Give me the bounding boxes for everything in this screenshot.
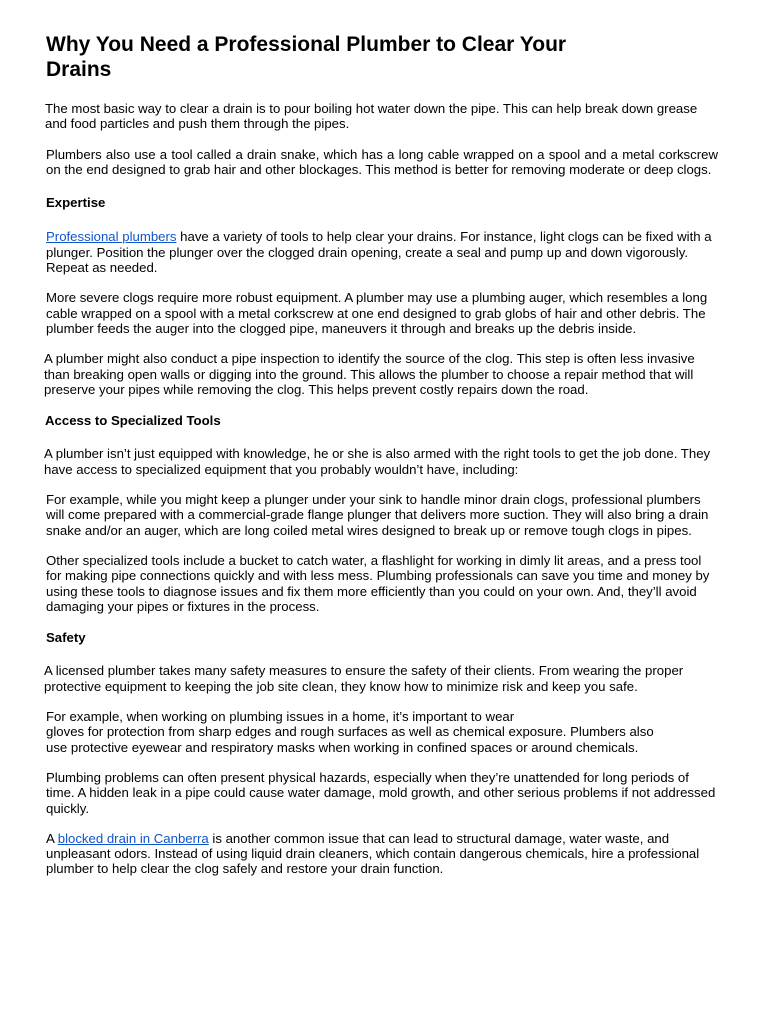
safety-paragraph-2 [46,709,676,755]
expertise-paragraph-1 [46,229,718,275]
professional-plumbers-link[interactable]: Professional plumbers [46,229,177,245]
section-heading-expertise: Expertise [46,195,106,211]
page-title: Why You Need a Professional Plumber to Clear Your Drains [46,33,567,81]
intro-paragraph-1: The most basic way to clear a drain is to pour boiling hot water down the pipe. This can help break down grease and food particles and push them through the pipes. [45,101,698,132]
safety-paragraph-4-text: is another common issue that can lead to structural damage, water waste, and unpleasant odors. Instead of using liquid drain cleaners, which contain dangerous chemicals, hire a professional plumber to help clear the clog safely and restore your drain function. [46,830,700,877]
expertise-paragraph-2: More severe clogs require more robust equipment. A plumber may use a plumbing auger, which resembles a long cable wrapped on a spool with a metal corkscrew at one end designed to grab globs of hair and other debris. The plumber feeds the auger into the clogged pipe, maneuvers it through and breaks up the debris inside. [46,290,708,336]
section-heading-tools: Access to Specialized Tools [45,413,221,429]
expertise-paragraph-3: A plumber might also conduct a pipe inspection to identify the source of the clog. This step is often less invasive than breaking open walls or digging into the ground. This allows the plumber to choose a repair method that will preserve your pipes while removing the clog. This helps prevent costly repairs down the road. [44,351,695,397]
expertise-paragraph-1-text: have a variety of tools to help clear your drains. For instance, light clogs can be fixed with a plunger. Position the plunger over the clogged drain opening, create a seal and pump up and down vigorously. Repeat as needed. [46,229,712,276]
safety-paragraph-4 [46,831,718,877]
safety-paragraph-1: A licensed plumber takes many safety measures to ensure the safety of their clients. From wearing the proper protective equipment to keeping the job site clean, they know how to minimize risk and keep you safe. [44,663,684,694]
safety-paragraph-2-line1: For example, when working on plumbing issues in a home, it’s important to wear [46,709,515,725]
document-page [44,32,718,877]
safety-paragraph-2-text: gloves for protection from sharp edges and rough surfaces as well as chemical exposure. Plumbers also use protective eyewear and respiratory masks when working in confined spaces or around chemicals. [46,724,654,755]
safety-paragraph-3: Plumbing problems can often present physical hazards, especially when they’re unattended for long periods of time. A hidden leak in a pipe could cause water damage, mold growth, and other serious problems if not addressed quickly. [46,769,716,816]
intro-paragraph-2: Plumbers also use a tool called a drain snake, which has a long cable wrapped on a spool and a metal corkscrew on the end designed to grab hair and other blockages. This method is better for removing moderate or deep clogs. [46,146,718,177]
tools-paragraph-3: Other specialized tools include a bucket to catch water, a flashlight for working in dimly lit areas, and a press tool for making pipe connections quickly and with less mess. Plumbing professionals can save you time and money by using these tools to diagnose issues and fix them more efficiently than you could on your own. And, they’ll avoid damaging your pipes or fixtures in the process. [46,552,710,614]
section-heading-safety: Safety [46,630,86,646]
safety-paragraph-4-start: A [46,830,58,846]
tools-paragraph-2: For example, while you might keep a plunger under your sink to handle minor drain clogs, professional plumbers will come prepared with a commercial-grade flange plunger that delivers more suction. They will also bring a drain snake and/or an auger, which are long coiled metal wires designed to break up or remove tough clogs in pipes. [46,492,709,538]
blocked-drain-canberra-link[interactable]: blocked drain in Canberra [57,830,209,846]
tools-paragraph-1: A plumber isn’t just equipped with knowledge, he or she is also armed with the right tools to get the job done. They have access to specialized equipment that you probably wouldn’t have, including: [44,446,711,477]
